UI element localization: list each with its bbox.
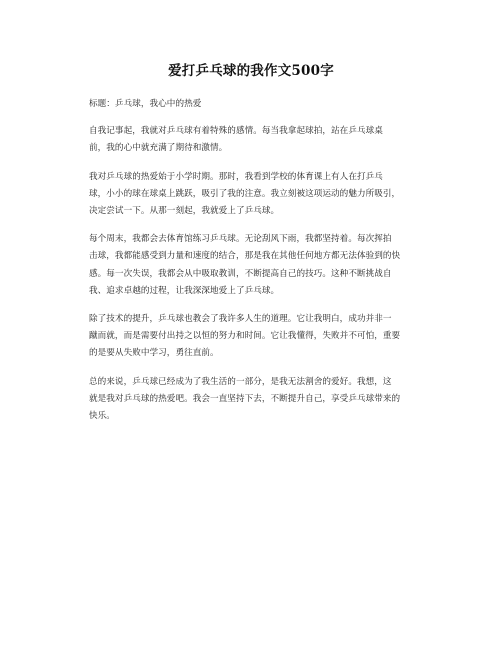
paragraph-2 xyxy=(89,169,415,221)
paragraph-1 xyxy=(89,123,415,157)
paragraph-line: 我对乒乓球的热爱始于小学时期。那时，我看到学校的体育课上有人在打乒乓 xyxy=(89,171,383,182)
paragraph-line: 快乐。 xyxy=(89,411,115,422)
paragraph-line: 总的来说，乒乓球已经成为了我生活的一部分，是我无法割舍的爱好。我想，这 xyxy=(89,376,392,387)
document-title: 爱打乒乓球的我作文500字 xyxy=(168,63,334,79)
paragraph-line: 前，我的心中就充满了期待和激情。 xyxy=(89,143,228,154)
paragraph-line: 的是要从失败中学习，勇往直前。 xyxy=(89,348,219,359)
paragraph-line: 就是我对乒乓球的热爱吧。我会一直坚持下去，不断提升自己，享受乒乓球带来的 xyxy=(89,393,401,404)
paragraph-line: 蹴而就，而是需要付出持之以恒的努力和时间。它让我懂得，失败并不可怕，重要 xyxy=(89,331,401,342)
subtitle-line: 标题：乒乓球，我心中的热爱 xyxy=(89,99,202,109)
paragraph-line: 每个周末，我都会去体育馆练习乒乓球。无论刮风下雨，我都坚持着。每次挥拍 xyxy=(89,234,392,245)
paragraph-line: 除了技术的提升，乒乓球也教会了我许多人生的道理。它让我明白，成功并非一 xyxy=(89,314,392,325)
paragraph-4 xyxy=(89,311,415,363)
paragraph-line: 决定尝试一下。从那一刻起，我就爱上了乒乓球。 xyxy=(89,206,280,217)
paragraph-3 xyxy=(89,231,415,300)
paragraph-line: 自我记事起，我就对乒乓球有着特殊的感情。每当我拿起球拍，站在乒乓球桌 xyxy=(89,126,383,137)
paragraph-line: 感。每一次失误，我都会从中吸取教训，不断提高自己的技巧。这种不断挑战自 xyxy=(89,268,392,279)
paragraph-5 xyxy=(89,374,415,426)
paragraph-line: 击球，我都能感受到力量和速度的结合，那是我在其他任何地方都无法体验到的快 xyxy=(89,251,401,262)
paragraph-line: 我、追求卓越的过程，让我深深地爱上了乒乓球。 xyxy=(89,285,280,296)
essay-subtitle xyxy=(89,96,415,113)
document-body xyxy=(89,96,415,436)
paragraph-line: 球，小小的球在球桌上跳跃，吸引了我的注意。我立刻被这项运动的魅力所吸引， xyxy=(89,188,401,199)
